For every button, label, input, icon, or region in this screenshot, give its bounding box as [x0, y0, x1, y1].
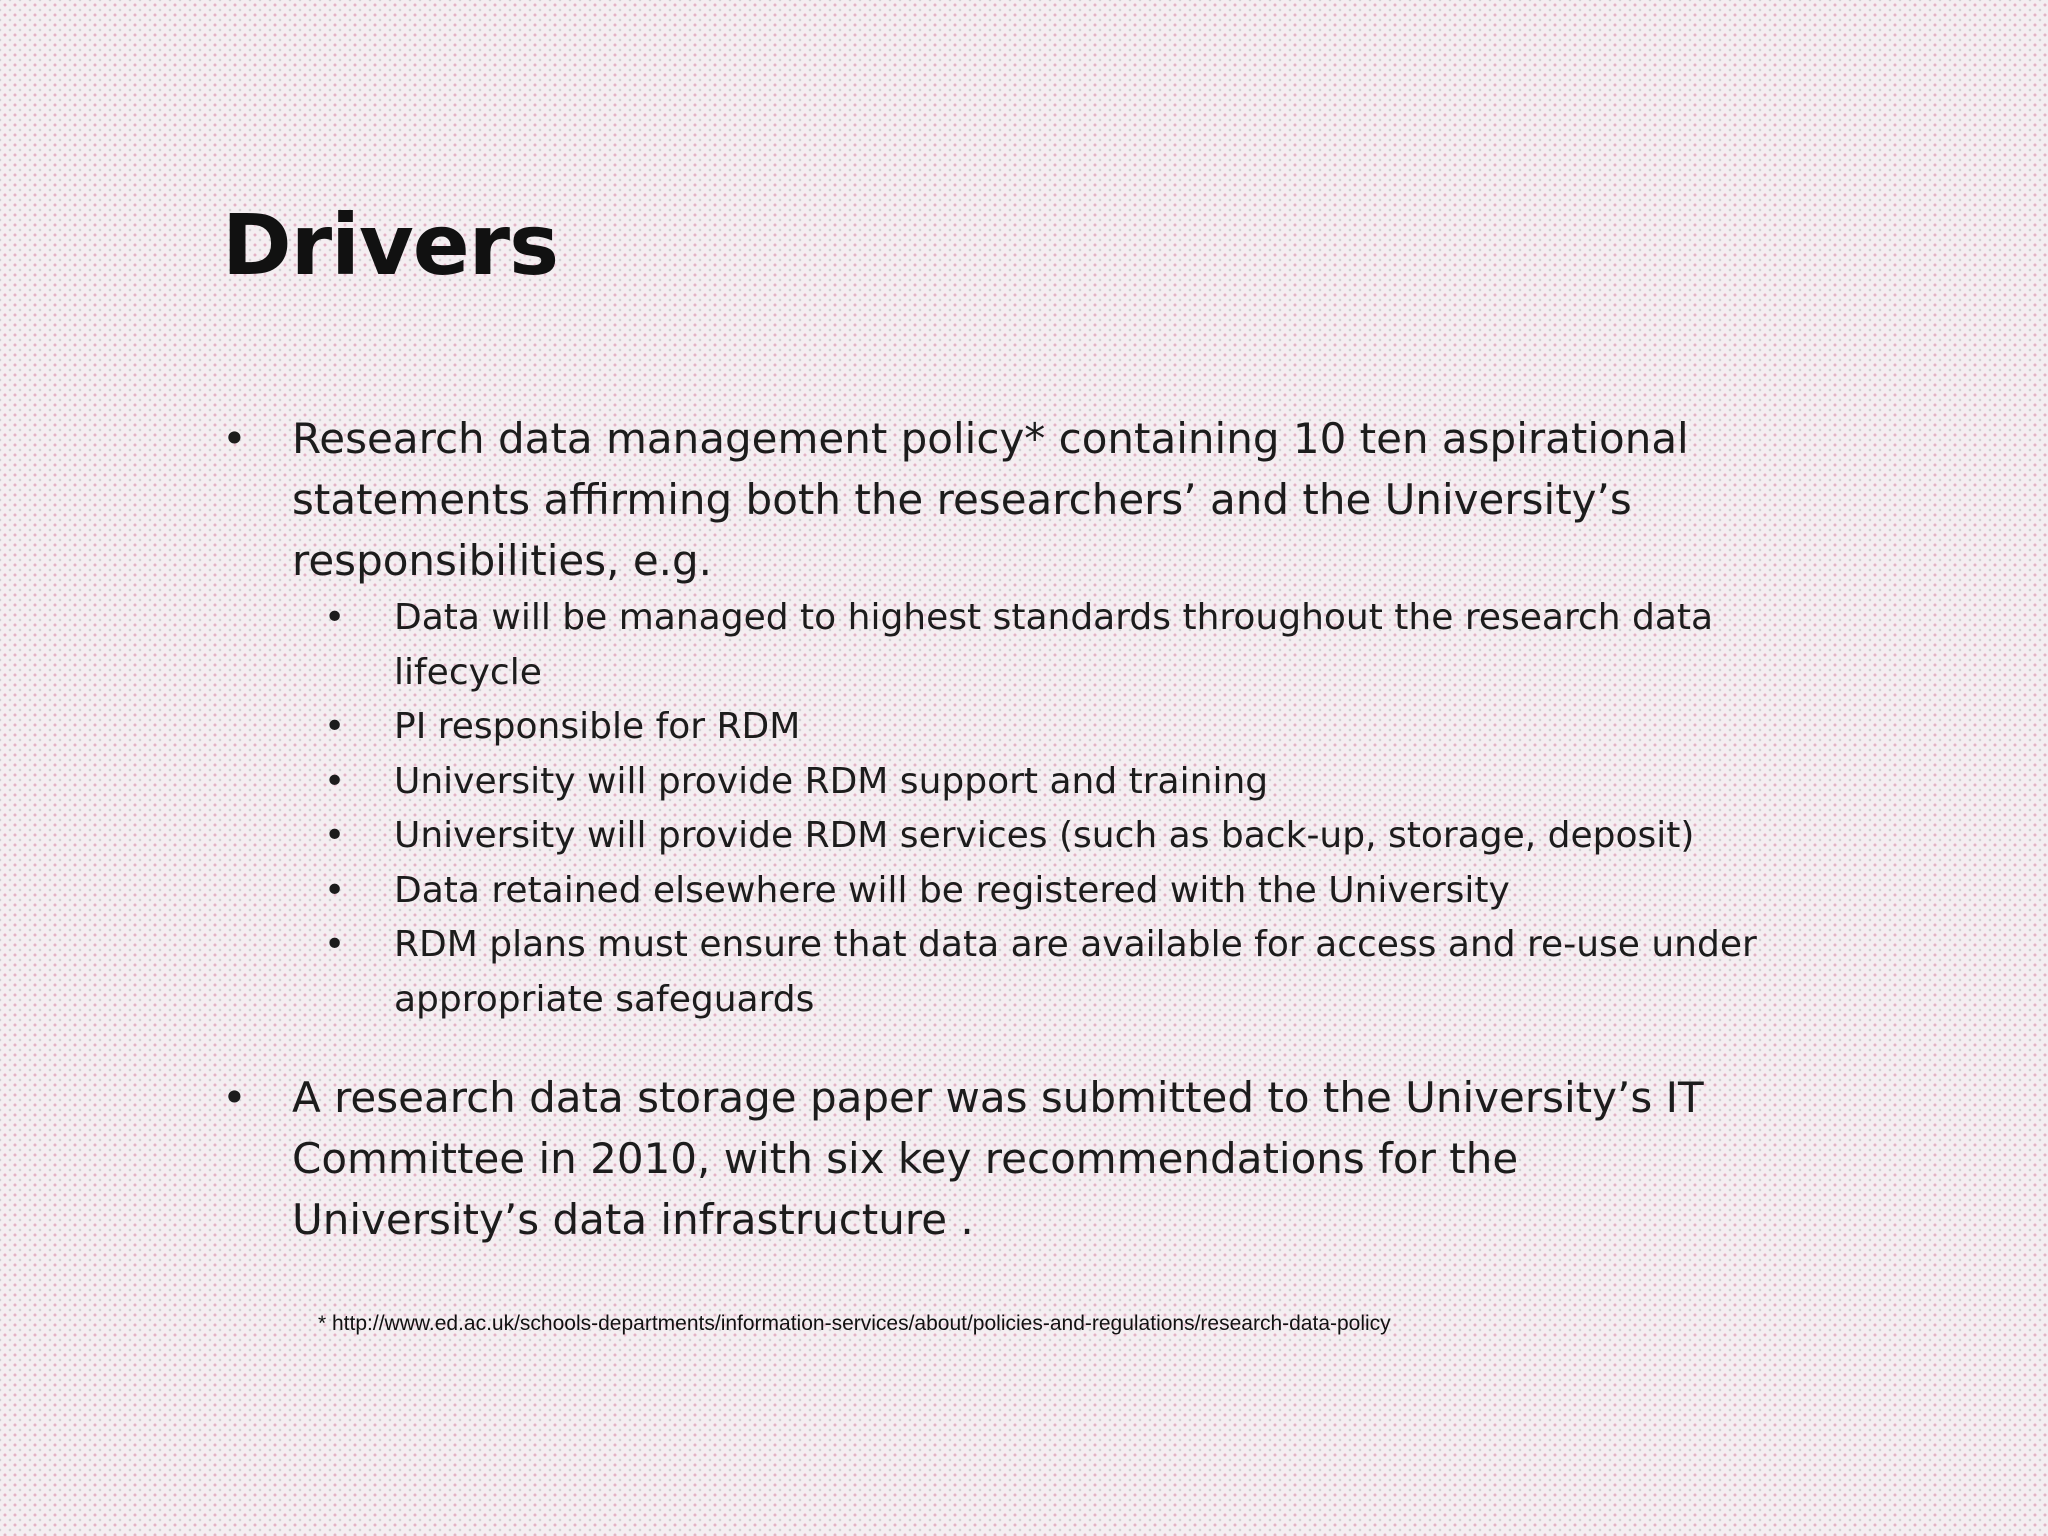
sub-bullet-item: • University will provide RDM services (such as back-up, storage, deposit) — [324, 809, 1844, 864]
bullet-text: • Research data management policy* containing 10 ten aspirational statements affirming both the researchers’ and the University’s responsibilities, e.g. — [292, 414, 1689, 585]
footnote-link[interactable]: * http://www.ed.ac.uk/schools-departments/information-services/about/policies-and-regulations/research-data-policy — [318, 1312, 1391, 1335]
bullet-list — [222, 408, 1922, 1250]
sub-bullet-item: • RDM plans must ensure that data are available for access and re-use under appropriate safeguards — [324, 918, 1844, 1027]
sub-bullet-item: • PI responsible for RDM — [324, 700, 1844, 755]
sub-bullet-item: • Data retained elsewhere will be registered with the University — [324, 864, 1844, 919]
sub-bullet-item: • University will provide RDM support and training — [324, 755, 1844, 810]
bullet-item — [222, 1067, 1922, 1250]
bullet-item — [222, 408, 1922, 1027]
sub-bullet-list — [324, 591, 1922, 1027]
bullet-text: • A research data storage paper was submitted to the University’s IT Committee in 2010, with six key recommendations for the University’s data infrastructure . — [292, 1073, 1704, 1244]
slide-title: Drivers — [222, 196, 559, 294]
sub-bullet-item: • Data will be managed to highest standards throughout the research data lifecycle — [324, 591, 1844, 700]
